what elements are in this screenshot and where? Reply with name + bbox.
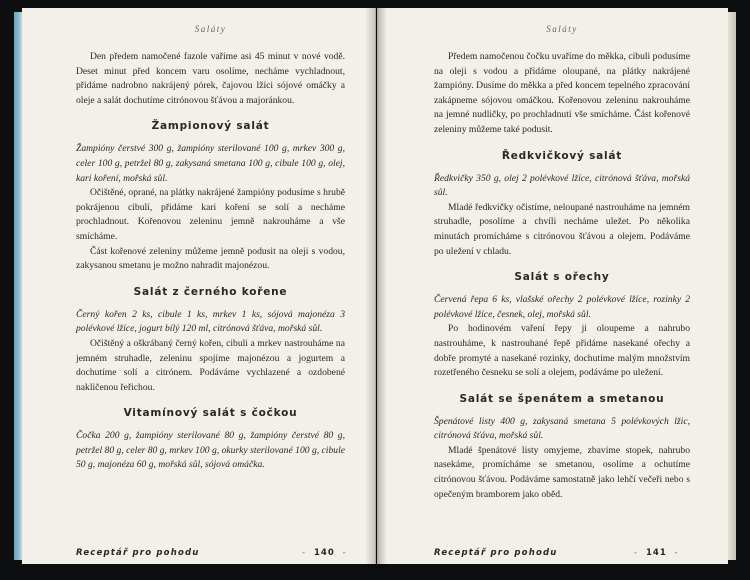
page-number: - 141 - [634,548,679,558]
recipe-title: Ředkvičkový salát [501,149,623,162]
running-header-left: Saláty [194,24,227,34]
recipe-instructions: Po hodinovém vaření řepy ji oloupeme a nahrubo nastrouháme, k nastrouhané řepě přidáme nasekané ořechy a dobře promyté a nasekané rozinky, dochutíme malým množstvím rozetřeného česneku se solí a olejem, podáváme po uležení. [434,323,690,379]
right-page [377,8,728,564]
recipe-instructions: Den předem namočené fazole vaříme asi 45 minut v nové vodě. Deset minut před koncem varu osolíme, necháme vychladnout, přidáme nadrobno nakrájený pórek, čajovou lžíci sójové omáčky a oleje a salát dochutíme citrónovou šťávou a majoránkou. [76,51,345,106]
recipe-instructions: Předem namočenou čočku uvaříme do měkka, cibuli podusíme na oleji s vodou a přidáme oloupané, na plátky nakrájené žampióny. Dusíme do měkka a před koncem tepelného zpracování zakápneme sójovou omáčkou. Kořenovou zeleninu nakrouháme na jemné nudličky, po prochladnutí vše smícháme. Část kořenové zeleniny můžeme také podusit. [434,51,690,135]
recipe-title: Salát z černého kořene [133,285,288,298]
running-header-right: Saláty [546,24,578,34]
book-title: Receptář pro pohodu [434,548,558,558]
recipe-title: Salát s ořechy [514,271,610,284]
recipe-instructions: Očištěný a oškrábaný černý kořen, cibuli a mrkev nastrouháme na jemném struhadle, zeleninu spojíme majonézou a jogurtem a dochutíme solí a citrónem. Podáváme vychlazené a ozdobené nakličenou řeřichou. [76,337,345,393]
book-edge-right [728,12,736,560]
recipe-instructions: Mladé špenátové listy omyjeme, zbavíme stopek, nahrubo nasekáme, promícháme se smetanou, osolíme a ochutíme citrónovou šťávou. Podáváme samostatně jako lehčí večeři nebo s opečeným bramborem jako oběd. [434,444,690,500]
recipe-ingredients: Ředkvičky 350 g, olej 2 polévkové lžíce, citrónová šťáva, mořská sůl. [434,172,690,199]
left-page [22,8,376,564]
book-title: Receptář pro pohodu [76,548,200,558]
recipe-title: Salát se špenátem a smetanou [459,392,665,405]
recipe-instructions: Mladé ředkvičky očistíme, neloupané nastrouháme na jemném struhadle, posolíme a chvíli necháme uležet. Po několika minutách promícháme s citrónovou šťávou a olejem. Podáváme po uležení v chladu. [434,201,690,257]
recipe-instructions: Očištěné, oprané, na plátky nakrájené žampióny podusíme s hrubě pokrájenou cibulí, přidáme kari koření se solí a necháme prochladnout. Kořenovou zeleninu jemně nakrouháme a vše smícháme. [76,187,345,242]
recipe-instructions: Část kořenové zeleniny můžeme jemně podusit na oleji s vodou, zakysanou smetanu je možno nahradit majonézou. [76,245,345,272]
book-edge-left [14,12,22,560]
recipe-ingredients: Čočka 200 g, žampióny sterilované 80 g, žampióny čerstvé 80 g, petržel 80 g, celer 80 g, mrkev 100 g, okurky sterilované 100 g, cibule 50 g, majonéza 60 g, mořská sůl, sójová omáčka. [76,430,345,471]
recipe-title: Vitamínový salát s čočkou [123,407,298,420]
recipe-title: Žampionový salát [151,120,270,133]
recipe-ingredients: Žampióny čerstvé 300 g, žampióny sterilované 100 g, mrkev 300 g, celer 100 g, petržel 80 g, zakysaná smetana 100 g, cibule 100 g, olej, kari koření, mořská sůl. [76,143,345,184]
page-number: - 140 - [302,548,347,558]
recipe-ingredients: Červená řepa 6 ks, vlašské ořechy 2 polévkové lžíce, rozinky 2 polévkové lžíce, česnek, olej, mořská sůl. [434,294,690,320]
recipe-ingredients: Černý kořen 2 ks, cibule 1 ks, mrkev 1 ks, sójová majonéza 3 polévkové lžíce, jogurt bílý 120 ml, citrónová šťáva, mořská sůl. [76,308,345,335]
recipe-ingredients: Špenátové listy 400 g, zakysaná smetana 5 polévkových lžic, citrónová šťáva, mořská sůl. [434,415,690,442]
